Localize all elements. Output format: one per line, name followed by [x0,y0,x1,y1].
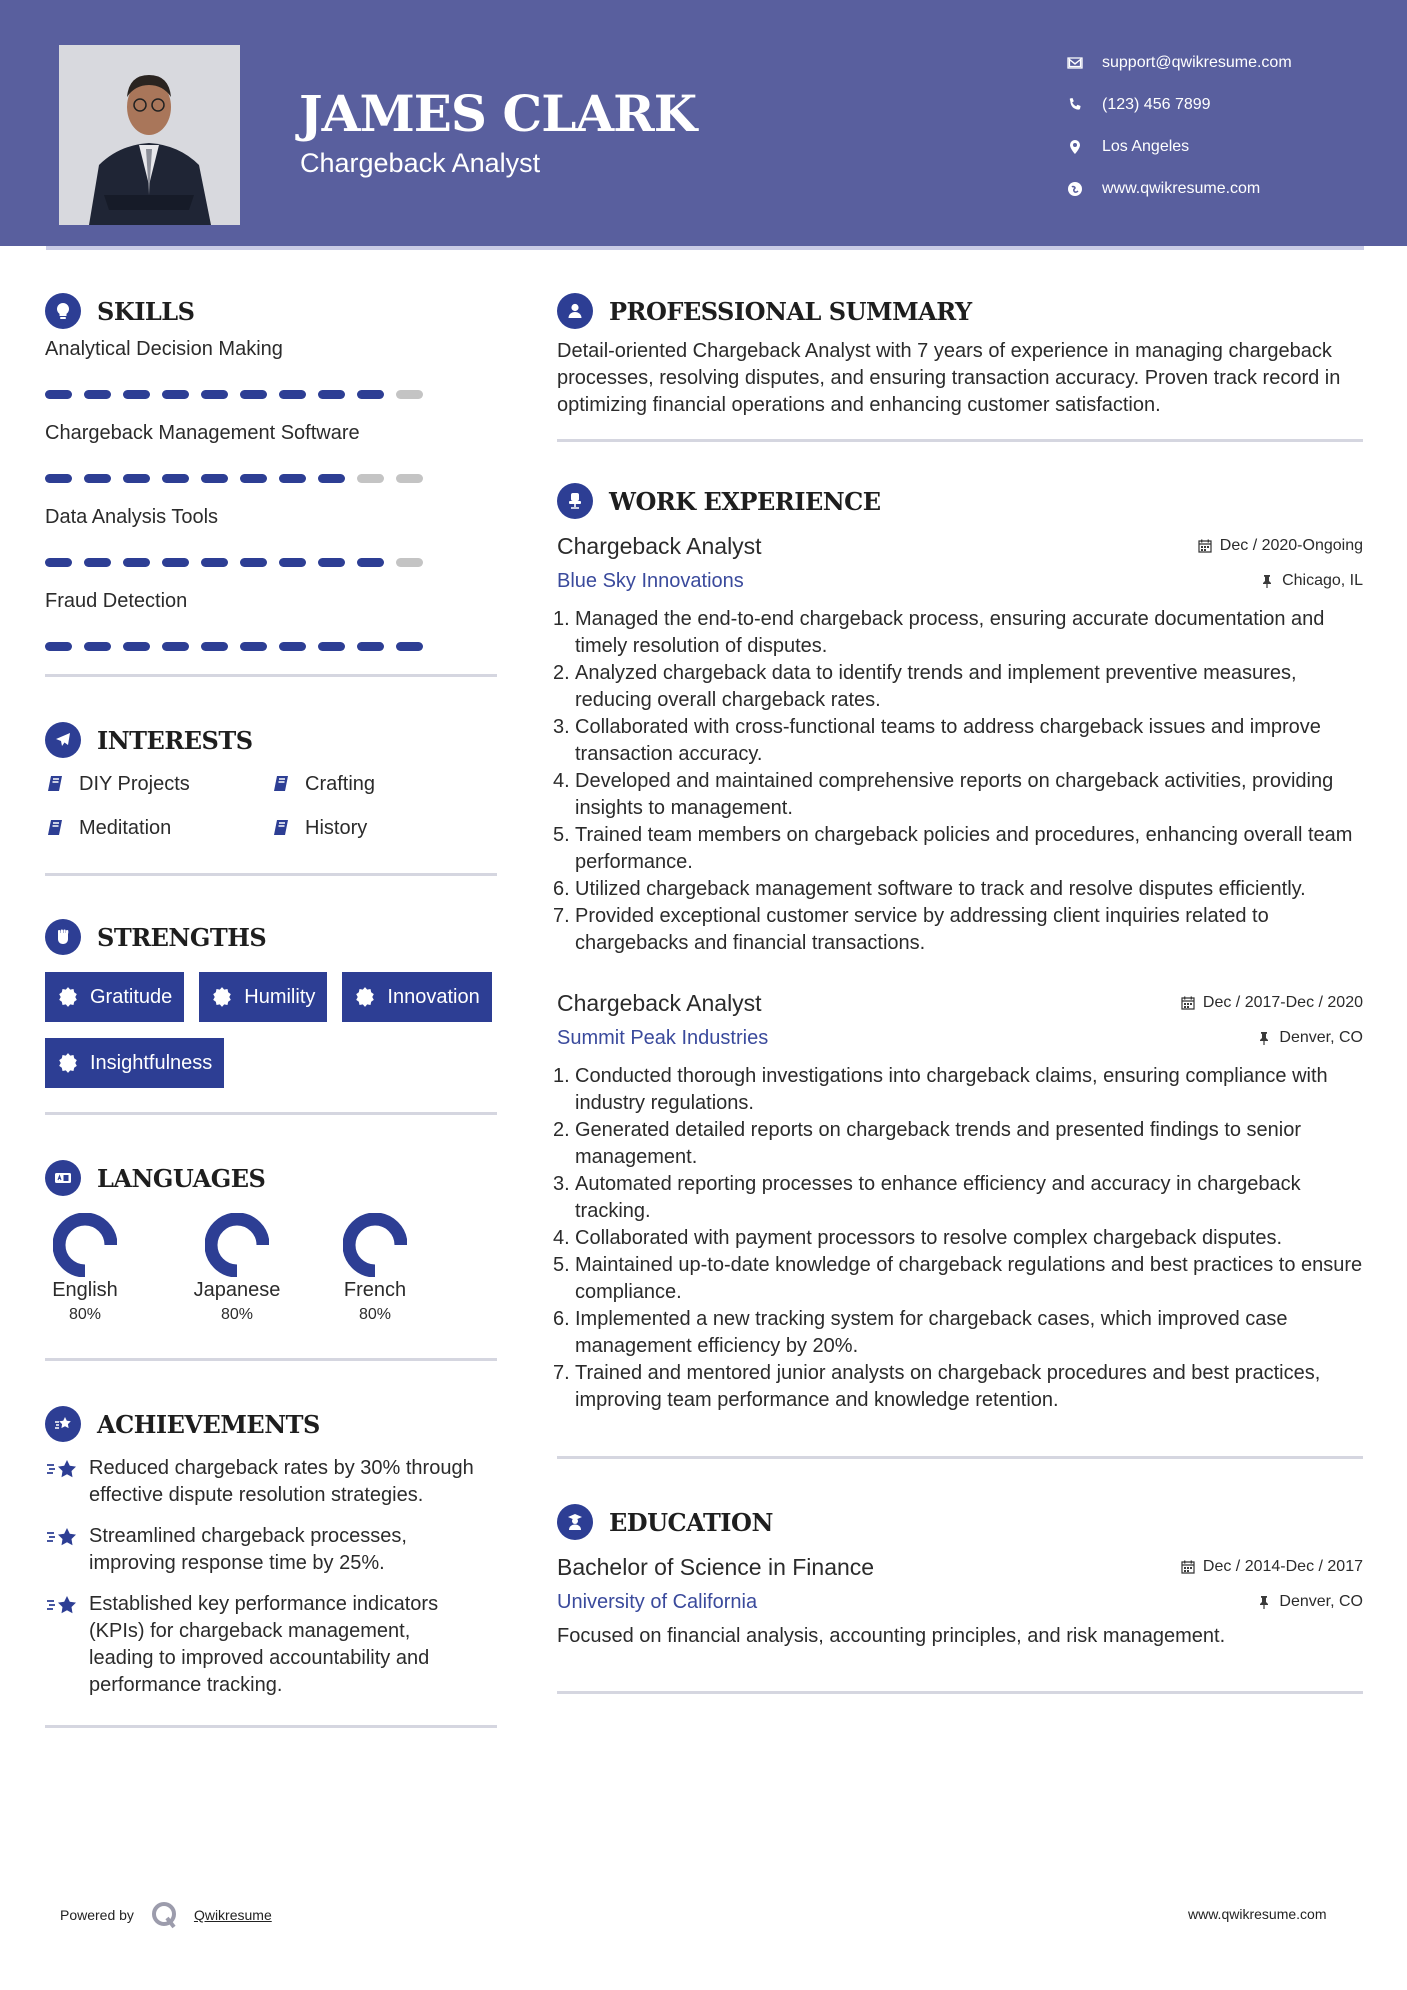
skill-dash [123,642,150,651]
summary-text: Detail-oriented Chargeback Analyst with 7 years of experience in managing chargeback processes, resolving disputes, and ensuring transaction accuracy. Proven track record in optimizing financial operations and enhancing customer satisfaction. [557,340,1341,416]
experience-heading: WORK EXPERIENCE [609,486,881,516]
pushpin-icon [1257,1031,1271,1045]
candidate-name: JAMES CLARK [299,84,697,143]
skill-dash [201,642,228,651]
job-title: Chargeback Analyst [557,990,762,1016]
contact-location [1064,126,1292,168]
job-company: Blue Sky Innovations [557,570,744,592]
languages-list [45,1213,497,1324]
qwikresume-link[interactable]: Qwikresume [193,1907,272,1923]
badge-seal-icon [354,986,376,1008]
map-pin-icon [1064,138,1086,156]
language-progress-ring [53,1213,117,1277]
interest-item: DIY Projects [45,769,271,799]
skill-dash [396,474,423,483]
skills-list [45,338,497,652]
skill-dash [162,558,189,567]
strengths-section [45,916,497,1115]
achievements-heading: ACHIEVEMENTS [97,1409,320,1439]
summary-heading: PROFESSIONAL SUMMARY [609,296,972,326]
skill-dash [240,642,267,651]
education-location: Denver, CO [1257,1593,1363,1611]
job-duties: Managed the end-to-end chargeback process, ensuring accurate documentation and timely resolution of disputes. Analyzed chargeback data to identify trends and implement preventive measures, reducing overall chargeback rates. Collaborated with cross-functional teams to address chargeback issues and improve transaction accuracy. Developed and maintained comprehensive reports on chargeback activities, providing insights to management. Trained team members on chargeback policies and procedures, enhancing overall team performance. Utilized chargeback management software to track and resolve disputes efficiently. Provided exceptional customer service by addressing client inquiries related to chargebacks and financial transactions. [575,608,1353,954]
user-icon [557,293,593,329]
candidate-title: Chargeback Analyst [300,148,541,178]
interests-heading: INTERESTS [97,725,253,755]
contact-website-text: www.qwikresume.com [1102,180,1261,197]
contact-phone-text: (123) 456 7899 [1102,96,1211,113]
skill-dash [45,558,72,567]
skill-dash [162,390,189,399]
interests-list [45,769,497,843]
office-chair-icon [557,483,593,519]
skill-level-bar [45,642,497,652]
skill-dash [318,642,345,651]
contact-list [1064,42,1292,210]
badge-seal-icon [57,986,79,1008]
skill-dash [162,474,189,483]
skill-dash [357,390,384,399]
skill-dash [84,390,111,399]
skill-dash [84,474,111,483]
translate-icon [45,1160,81,1196]
skill-dash [279,390,306,399]
left-column [45,290,497,1728]
skill-dash [318,390,345,399]
contact-website[interactable] [1064,168,1292,210]
degree: Bachelor of Science in Finance [557,1554,875,1580]
language-item: English 80% [45,1213,125,1324]
skill-dash [240,558,267,567]
skill-level-bar [45,474,497,484]
skill-dash [201,474,228,483]
achievements-list [45,1455,497,1699]
skill-dash [45,474,72,483]
skill-dash [240,390,267,399]
skill-dash [396,390,423,399]
interests-section [45,719,497,876]
skill-name: Chargeback Management Software [45,422,360,444]
interest-item: Meditation [45,813,271,843]
skill-level-bar [45,558,497,568]
skill-dash [318,474,345,483]
job-dates: Dec / 2017-Dec / 2020 [1181,994,1363,1012]
strengths-heading: STRENGTHS [97,922,267,952]
calendar-icon [1181,996,1195,1010]
strength-badge: Humility [199,972,327,1022]
paper-plane-icon [45,722,81,758]
skill-name: Data Analysis Tools [45,506,219,528]
lightbulb-icon [45,293,81,329]
shooting-star-icon [45,1525,79,1551]
skill-dash [123,474,150,483]
achievement-item: Reduced chargeback rates by 30% through effective dispute resolution strategies. [45,1455,497,1509]
section-divider [45,873,497,876]
skill-dash [279,642,306,651]
skill-dash [84,558,111,567]
job-title: Chargeback Analyst [557,533,762,559]
calendar-icon [1181,1560,1195,1574]
interest-item: History [271,813,497,843]
book-icon [271,818,291,838]
skill-dash [357,558,384,567]
calendar-icon [1198,539,1212,553]
contact-phone[interactable] [1064,84,1292,126]
education-section [557,1501,1363,1694]
education-heading: EDUCATION [609,1507,773,1537]
job-location: Denver, CO [1257,1029,1363,1047]
header-underline [46,246,1364,250]
skill-name: Fraud Detection [45,590,188,612]
language-item: Japanese 80% [197,1213,277,1324]
skill-dash [84,642,111,651]
job-duties: Conducted thorough investigations into chargeback claims, ensuring compliance with industry regulations. Generated detailed reports on chargeback trends and presented findings to senior management. Automated reporting processes to enhance efficiency and accuracy in chargeback tracking. Collaborated with payment processors to resolve complex chargeback disputes. Maintained up-to-date knowledge of chargeback regulations and best practices to ensure compliance. Implemented a new tracking system for chargeback cases, which improved case management efficiency by 20%. Trained and mentored junior analysts on chargeback procedures and best practices, improving team performance and knowledge retention. [575,1065,1363,1411]
skill-dash [123,558,150,567]
right-column [557,290,1363,1694]
skill-dash [396,558,423,567]
skill-dash [279,474,306,483]
skill-dash [357,642,384,651]
skill-name: Analytical Decision Making [45,338,283,360]
skill-dash [45,642,72,651]
strengths-list [45,972,497,1088]
shooting-star-icon [45,1457,79,1483]
book-icon [45,818,65,838]
job-company: Summit Peak Industries [557,1027,769,1049]
language-progress-ring [343,1213,407,1277]
pushpin-icon [1260,574,1274,588]
languages-section [45,1157,497,1361]
school: University of California [557,1591,758,1613]
profile-photo [59,45,240,225]
envelope-icon [1064,54,1086,72]
contact-email[interactable] [1064,42,1292,84]
strength-badge: Innovation [342,972,491,1022]
skill-dash [162,642,189,651]
job-entry [557,985,1363,1414]
shooting-star-icon [45,1406,81,1442]
skills-section [45,290,497,677]
skill-dash [201,390,228,399]
graduate-icon [557,1504,593,1540]
job-entry [557,528,1363,957]
strength-badge: Gratitude [45,972,184,1022]
experience-section [557,480,1363,1459]
badge-seal-icon [57,1052,79,1074]
shooting-star-icon [45,1593,79,1619]
skills-heading: SKILLS [97,296,195,326]
section-divider [557,439,1363,442]
footer-website[interactable]: www.qwikresume.com [1188,1906,1327,1922]
achievement-item: Streamlined chargeback processes, improving response time by 25%. [45,1523,497,1577]
skill-dash [123,390,150,399]
skill-dash [318,558,345,567]
skill-dash [201,558,228,567]
summary-section [557,290,1363,442]
contact-location-text: Los Angeles [1102,138,1190,155]
contact-email-text: support@qwikresume.com [1102,54,1292,71]
strength-badge: Insightfulness [45,1038,224,1088]
skill-dash [396,642,423,651]
skill-dash [45,390,72,399]
fist-icon [45,919,81,955]
section-divider [557,1691,1363,1694]
book-icon [271,774,291,794]
job-location: Chicago, IL [1260,572,1363,590]
education-dates: Dec / 2014-Dec / 2017 [1181,1558,1363,1576]
header-banner [0,0,1407,246]
job-dates: Dec / 2020-Ongoing [1198,537,1363,555]
education-description: Focused on financial analysis, accounting principles, and risk management. [557,1625,1226,1647]
footer-powered-by: Powered by Qwikresume [60,1900,272,1930]
section-divider [45,674,497,677]
section-divider [557,1456,1363,1459]
book-icon [45,774,65,794]
pushpin-icon [1257,1595,1271,1609]
section-divider [45,1358,497,1361]
section-divider [45,1112,497,1115]
achievements-section [45,1403,497,1728]
globe-icon [1064,180,1086,198]
interest-item: Crafting [271,769,497,799]
skill-dash [240,474,267,483]
education-entry [557,1549,1363,1651]
person-portrait-icon [59,45,240,225]
skill-level-bar [45,390,497,400]
skill-dash [279,558,306,567]
qwikresume-logo-icon [150,1900,180,1930]
achievement-item: Established key performance indicators (KPIs) for chargeback management, leading to improved accountability and performance tracking. [45,1591,497,1699]
skill-dash [357,474,384,483]
language-progress-ring [205,1213,269,1277]
languages-heading: LANGUAGES [97,1163,266,1193]
section-divider [45,1725,497,1728]
language-item: French 80% [335,1213,415,1324]
phone-icon [1064,96,1086,114]
badge-seal-icon [211,986,233,1008]
